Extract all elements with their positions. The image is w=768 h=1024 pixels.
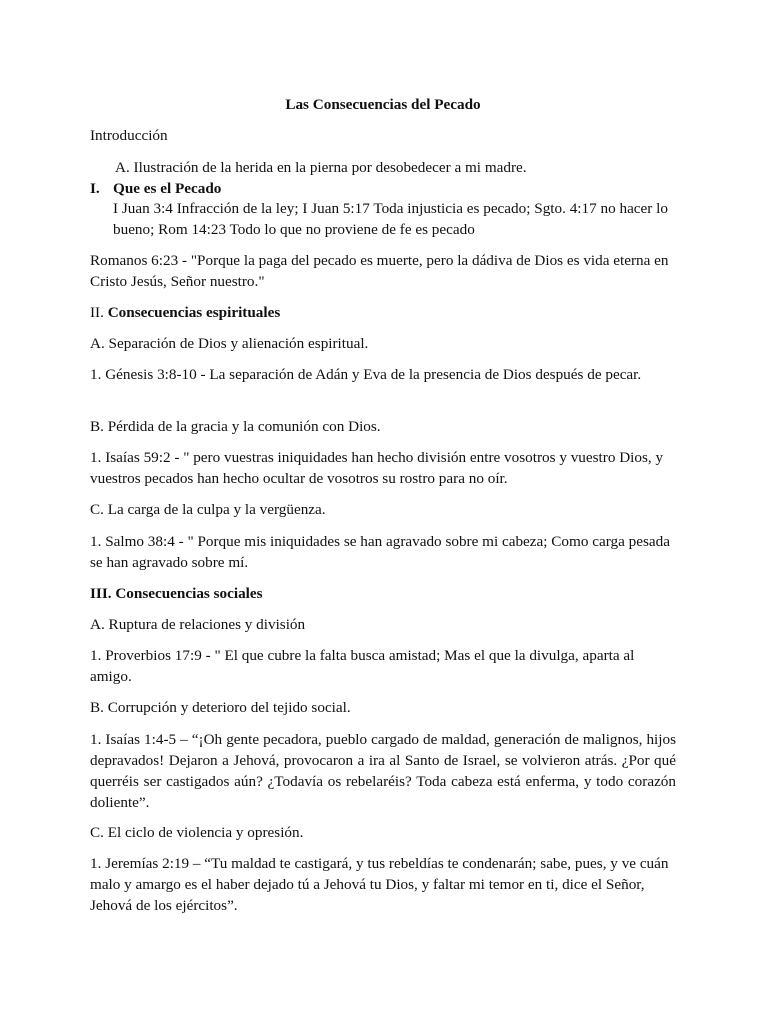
document-title: Las Consecuencias del Pecado: [285, 96, 481, 113]
section-1-body: I Juan 3:4 Infracción de la ley; I Juan 5:17 Toda injusticia es pecado; Sgto. 4:17 no hacer lo bueno; Rom 14:23 Todo lo que no proviene de fe es pecado: [113, 200, 668, 238]
section-2-item-c: C. La carga de la culpa y la vergüenza.: [90, 501, 326, 518]
intro-item-a: A. Ilustración de la herida en la pierna por desobedecer a mi madre.: [115, 159, 527, 176]
section-1-heading: Que es el Pecado: [113, 180, 222, 197]
section-2-item-a1: 1. Génesis 3:8-10 - La separación de Adán y Eva de la presencia de Dios después de pecar.: [90, 366, 642, 383]
section-3-item-b1: 1. Isaías 1:4-5 – “¡Oh gente pecadora, pueblo cargado de maldad, generación de malignos, hijos depravados! Dejaron a Jehová, provocaron a ira al Santo de Israel, se volvieron atrás. ¿Por qué querréis ser castigados aún? ¿Todavía os rebelaréis? Toda cabeza está enferma, y todo corazón doliente”.: [90, 731, 676, 811]
section-2-heading: Consecuencias espirituales: [107, 304, 281, 321]
section-3-item-c1: 1. Jeremías 2:19 – “Tu maldad te castigará, y tus rebeldías te condenarán; sabe, pues, y ve cuán malo y amargo es el haber dejado tú a Jehová tu Dios, y faltar mi temor en ti, dice el Señor, Jehová de los ejércitos”.: [90, 855, 669, 914]
section-3-item-a1: 1. Proverbios 17:9 - " El que cubre la falta busca amistad; Mas el que la divulga, aparta al amigo.: [90, 647, 635, 685]
section-2-numeral: II.: [90, 304, 104, 321]
section-3-heading: III. Consecuencias sociales: [90, 585, 263, 602]
section-1: [90, 178, 676, 238]
section-2-item-b1: 1. Isaías 59:2 - " pero vuestras iniquidades han hecho división entre vosotros y vuestro Dios, y vuestros pecados han hecho ocultar de vosotros su rostro para no oír.: [90, 449, 664, 487]
section-2-item-a: A. Separación de Dios y alienación espiritual.: [90, 335, 369, 352]
intro-heading: Introducción: [90, 127, 168, 144]
section-3-item-b: B. Corrupción y deterioro del tejido social.: [90, 699, 351, 716]
section-3-item-c: C. El ciclo de violencia y opresión.: [90, 824, 304, 841]
section-2-item-b: B. Pérdida de la gracia y la comunión con Dios.: [90, 418, 381, 435]
section-2-heading-line: [90, 302, 676, 323]
section-2-item-c1: 1. Salmo 38:4 - " Porque mis iniquidades se han agravado sobre mi cabeza; Como carga pesada se han agravado sobre mí.: [90, 533, 670, 571]
romanos-verse: Romanos 6:23 - "Porque la paga del pecado es muerte, pero la dádiva de Dios es vida eterna en Cristo Jesús, Señor nuestro.": [90, 252, 669, 290]
section-1-numeral: I.: [90, 180, 100, 197]
section-3-item-a: A. Ruptura de relaciones y división: [90, 616, 306, 633]
